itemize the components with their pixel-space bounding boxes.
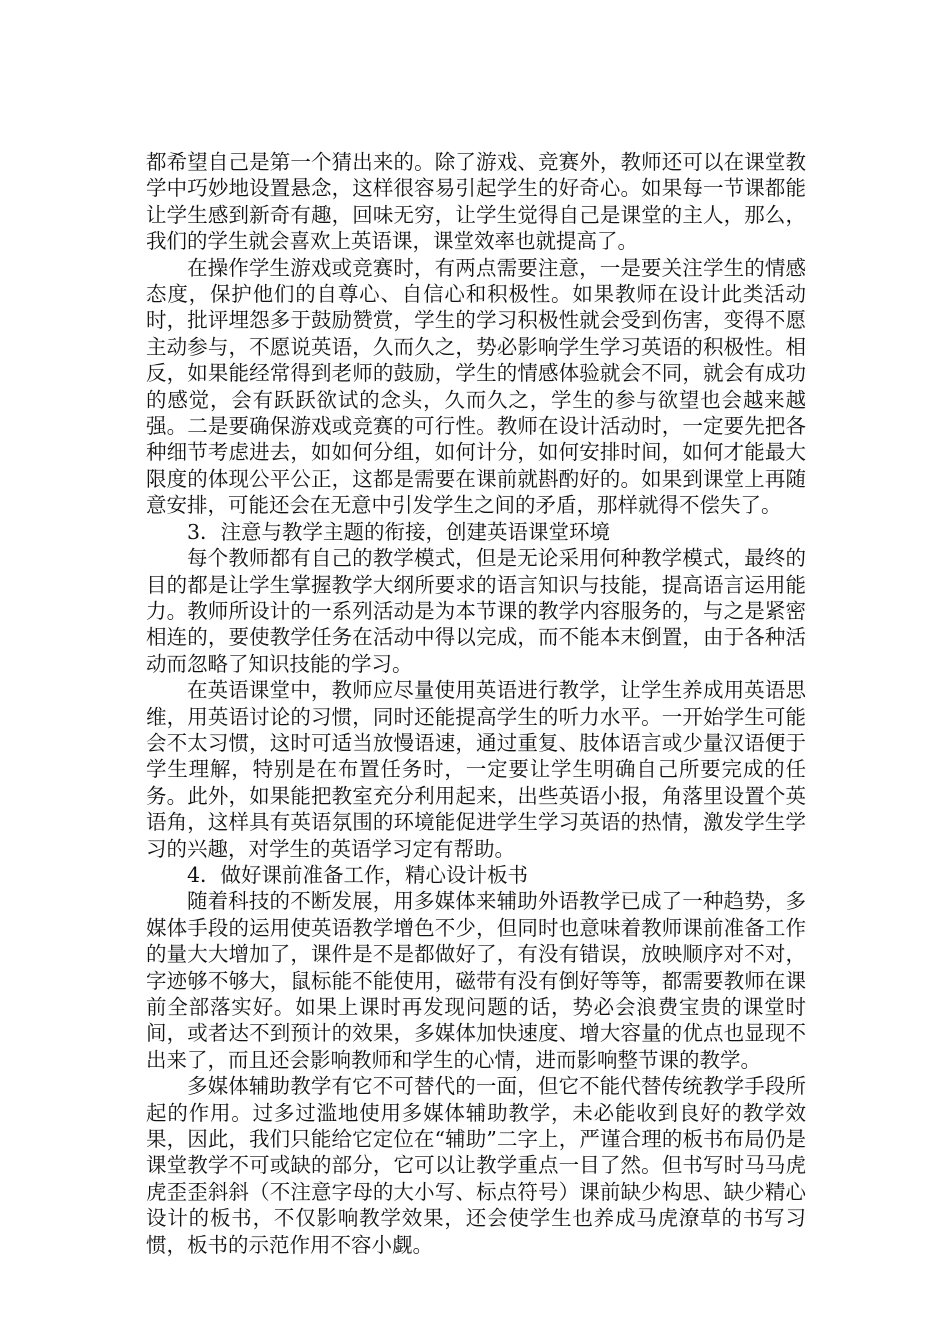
paragraph-continuation: 都希望自己是第一个猜出来的。除了游戏、竞赛外，教师还可以在课堂教学中巧妙地设置悬念，这样很容易引起学生的好奇心。如果每一节课都能让学生感到新奇有趣，回味无穷，让学生觉得自己是课堂的主人，那么，我们的学生就会喜欢上英语课，课堂效率也就提高了。 [146,150,806,254]
section-heading-4: 4．做好课前准备工作，精心设计板书 [187,862,529,887]
paragraph-multimedia-preparation: 随着科技的不断发展，用多媒体来辅助外语教学已成了一种趋势，多媒体手段的运用使英语教学增色不少，但同时也意味着教师课前准备工作的量大大增加了，课件是不是都做好了，有没有错误，放映顺序对不对，字迹够不够大，鼠标能不能使用，磁带有没有倒好等等，都需要教师在课前全部落实好。如果上课时再发现问题的话，势必会浪费宝贵的课堂时间，或者达不到预计的效果，多媒体加快速度、增大容量的优点也显现不出来了，而且还会影响教师和学生的心情，进而影响整节课的教学。 [146,889,806,1072]
paragraph-english-classroom: 在英语课堂中，教师应尽量使用英语进行教学，让学生养成用英语思维，用英语讨论的习惯，同时还能提高学生的听力水平。一开始学生可能会不太习惯，这时可适当放慢语速，通过重复、肢体语言或少量汉语便于学生理解，特别是在布置任务时，一定要让学生明确自己所要完成的任务。此外，如果能把教室充分利用起来，出些英语小报，角落里设置个英语角，这样具有英语氛围的环境能促进学生学习英语的热情，激发学生学习的兴趣，对学生的英语学习定有帮助。 [146,678,806,861]
document-page [146,149,806,1258]
paragraph-blackboard-writing: 多媒体辅助教学有它不可替代的一面，但它不能代替传统教学手段所起的作用。过多过滥地使用多媒体辅助教学，未必能收到良好的教学效果，因此，我们只能给它定位在“辅助”二字上，严谨合理的板书布局仍是课堂教学不可或缺的部分，它可以让教学重点一目了然。但书写时马马虎虎歪歪斜斜（不注意字母的大小写、标点符号）课前缺少构思、缺少精心设计的板书，不仅影响教学效果，还会使学生也养成马虎潦草的书写习惯，板书的示范作用不容小觑。 [146,1074,806,1257]
paragraph-game-competition-notes: 在操作学生游戏或竞赛时，有两点需要注意，一是要关注学生的情感态度，保护他们的自尊心、自信心和积极性。如果教师在设计此类活动时，批评埋怨多于鼓励赞赏，学生的学习积极性就会受到伤害，变得不愿主动参与，不愿说英语，久而久之，势必影响学生学习英语的积极性。相反，如果能经常得到老师的鼓励，学生的情感体验就会不同，就会有成功的感觉，会有跃跃欲试的念头，久而久之，学生的参与欲望也会越来越强。二是要确保游戏或竞赛的可行性。教师在设计活动时，一定要先把各种细节考虑进去，如如何分组，如何计分，如何安排时间，如何才能最大限度的体现公平公正，这都是需要在课前就斟酌好的。如果到课堂上再随意安排，可能还会在无意中引发学生之间的矛盾，那样就得不偿失了。 [146,255,806,518]
section-heading-3: 3．注意与教学主题的衔接，创建英语课堂环境 [187,519,611,544]
paragraph-teaching-model: 每个教师都有自己的教学模式，但是无论采用何种教学模式，最终的目的都是让学生掌握教学大纲所要求的语言知识与技能，提高语言运用能力。教师所设计的一系列活动是为本节课的教学内容服务的，与之是紧密相连的，要使教学任务在活动中得以完成，而不能本末倒置，由于各种活动而忽略了知识技能的学习。 [146,546,806,676]
